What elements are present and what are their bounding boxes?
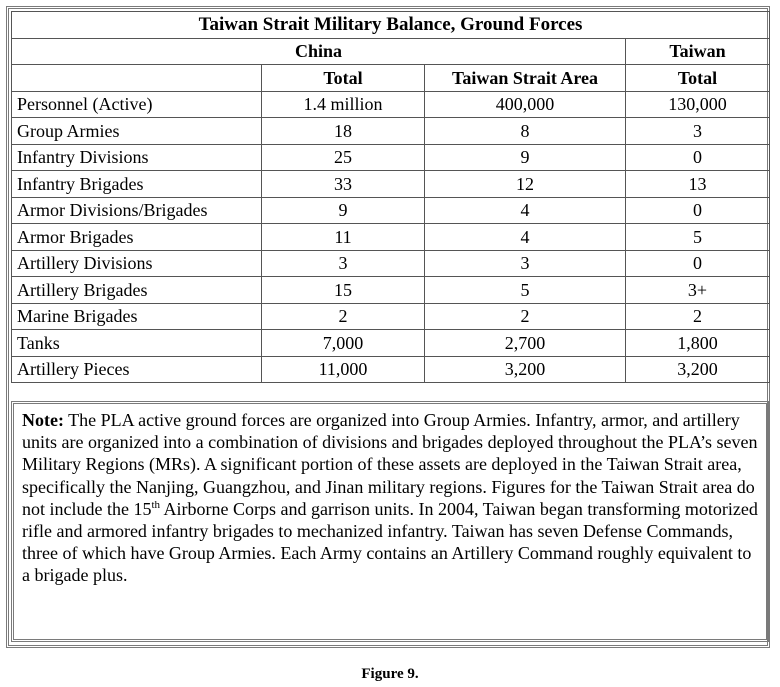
cell-china-total: 25 xyxy=(262,144,425,171)
cell-china-total: 3 xyxy=(262,250,425,277)
row-label: Group Armies xyxy=(12,118,262,145)
row-label: Infantry Brigades xyxy=(12,171,262,198)
row-label: Infantry Divisions xyxy=(12,144,262,171)
table-row xyxy=(12,250,770,277)
column-header-strait-area: Taiwan Strait Area xyxy=(425,65,626,92)
cell-strait-area: 4 xyxy=(425,224,626,251)
group-header-china: China xyxy=(12,38,626,65)
cell-china-total: 18 xyxy=(262,118,425,145)
row-label: Armor Brigades xyxy=(12,224,262,251)
cell-taiwan-total: 3+ xyxy=(626,277,770,304)
table-wrapper xyxy=(11,11,769,383)
column-header-china-total: Total xyxy=(262,65,425,92)
row-label: Artillery Pieces xyxy=(12,356,262,383)
cell-strait-area: 2 xyxy=(425,303,626,330)
cell-taiwan-total: 5 xyxy=(626,224,770,251)
table-body xyxy=(12,91,770,383)
table-row xyxy=(12,118,770,145)
cell-china-total: 33 xyxy=(262,171,425,198)
cell-strait-area: 9 xyxy=(425,144,626,171)
cell-china-total: 7,000 xyxy=(262,330,425,357)
cell-strait-area: 3 xyxy=(425,250,626,277)
figure-caption: Figure 9. xyxy=(361,666,419,682)
table-row xyxy=(12,197,770,224)
cell-china-total: 9 xyxy=(262,197,425,224)
cell-strait-area: 400,000 xyxy=(425,91,626,118)
table-row xyxy=(12,171,770,198)
note-superscript: th xyxy=(151,498,161,511)
row-label: Artillery Brigades xyxy=(12,277,262,304)
group-header-taiwan: Taiwan xyxy=(626,38,770,65)
table-title: Taiwan Strait Military Balance, Ground Forces xyxy=(12,12,770,39)
cell-strait-area: 2,700 xyxy=(425,330,626,357)
cell-china-total: 2 xyxy=(262,303,425,330)
cell-china-total: 11 xyxy=(262,224,425,251)
note-text-part1: The PLA active ground forces are organized into Group Armies. Infantry, armor, and artillery units are organized into a combination of divisions and brigades deployed throughout the PLA’s seven Military Regions (MRs). A significant portion of these assets are deployed in the Taiwan Strait area, specifically the Nanjing, Guangzhou, and Jinan military regions. Figures for the Taiwan Strait area do not include the 15 xyxy=(22,410,758,519)
cell-strait-area: 5 xyxy=(425,277,626,304)
row-label: Marine Brigades xyxy=(12,303,262,330)
cell-strait-area: 4 xyxy=(425,197,626,224)
table-row xyxy=(12,91,770,118)
cell-taiwan-total: 0 xyxy=(626,250,770,277)
cell-taiwan-total: 13 xyxy=(626,171,770,198)
table-row xyxy=(12,277,770,304)
military-balance-table xyxy=(11,11,770,383)
cell-china-total: 11,000 xyxy=(262,356,425,383)
table-row xyxy=(12,303,770,330)
cell-taiwan-total: 1,800 xyxy=(626,330,770,357)
table-row xyxy=(12,224,770,251)
cell-taiwan-total: 2 xyxy=(626,303,770,330)
cell-taiwan-total: 0 xyxy=(626,144,770,171)
header-blank xyxy=(12,65,262,92)
cell-china-total: 1.4 million xyxy=(262,91,425,118)
cell-taiwan-total: 0 xyxy=(626,197,770,224)
row-label: Artillery Divisions xyxy=(12,250,262,277)
note-box xyxy=(11,401,769,642)
cell-strait-area: 8 xyxy=(425,118,626,145)
note-text-part2: Airborne Corps and garrison units. In 2004, Taiwan began transforming motorized rifle and armored infantry brigades to mechanized infantry. Taiwan has seven Defense Commands, three of which have Group Armies. Each Army contains an Artillery Command roughly equivalent to a brigade plus. xyxy=(22,498,758,586)
table-row xyxy=(12,356,770,383)
row-label: Armor Divisions/Brigades xyxy=(12,197,262,224)
table-row xyxy=(12,330,770,357)
cell-taiwan-total: 130,000 xyxy=(626,91,770,118)
cell-strait-area: 12 xyxy=(425,171,626,198)
cell-strait-area: 3,200 xyxy=(425,356,626,383)
row-label: Personnel (Active) xyxy=(12,91,262,118)
row-label: Tanks xyxy=(12,330,262,357)
cell-taiwan-total: 3,200 xyxy=(626,356,770,383)
table-row xyxy=(12,144,770,171)
cell-taiwan-total: 3 xyxy=(626,118,770,145)
column-header-taiwan-total: Total xyxy=(626,65,770,92)
note-label: Note: xyxy=(22,410,64,430)
cell-china-total: 15 xyxy=(262,277,425,304)
